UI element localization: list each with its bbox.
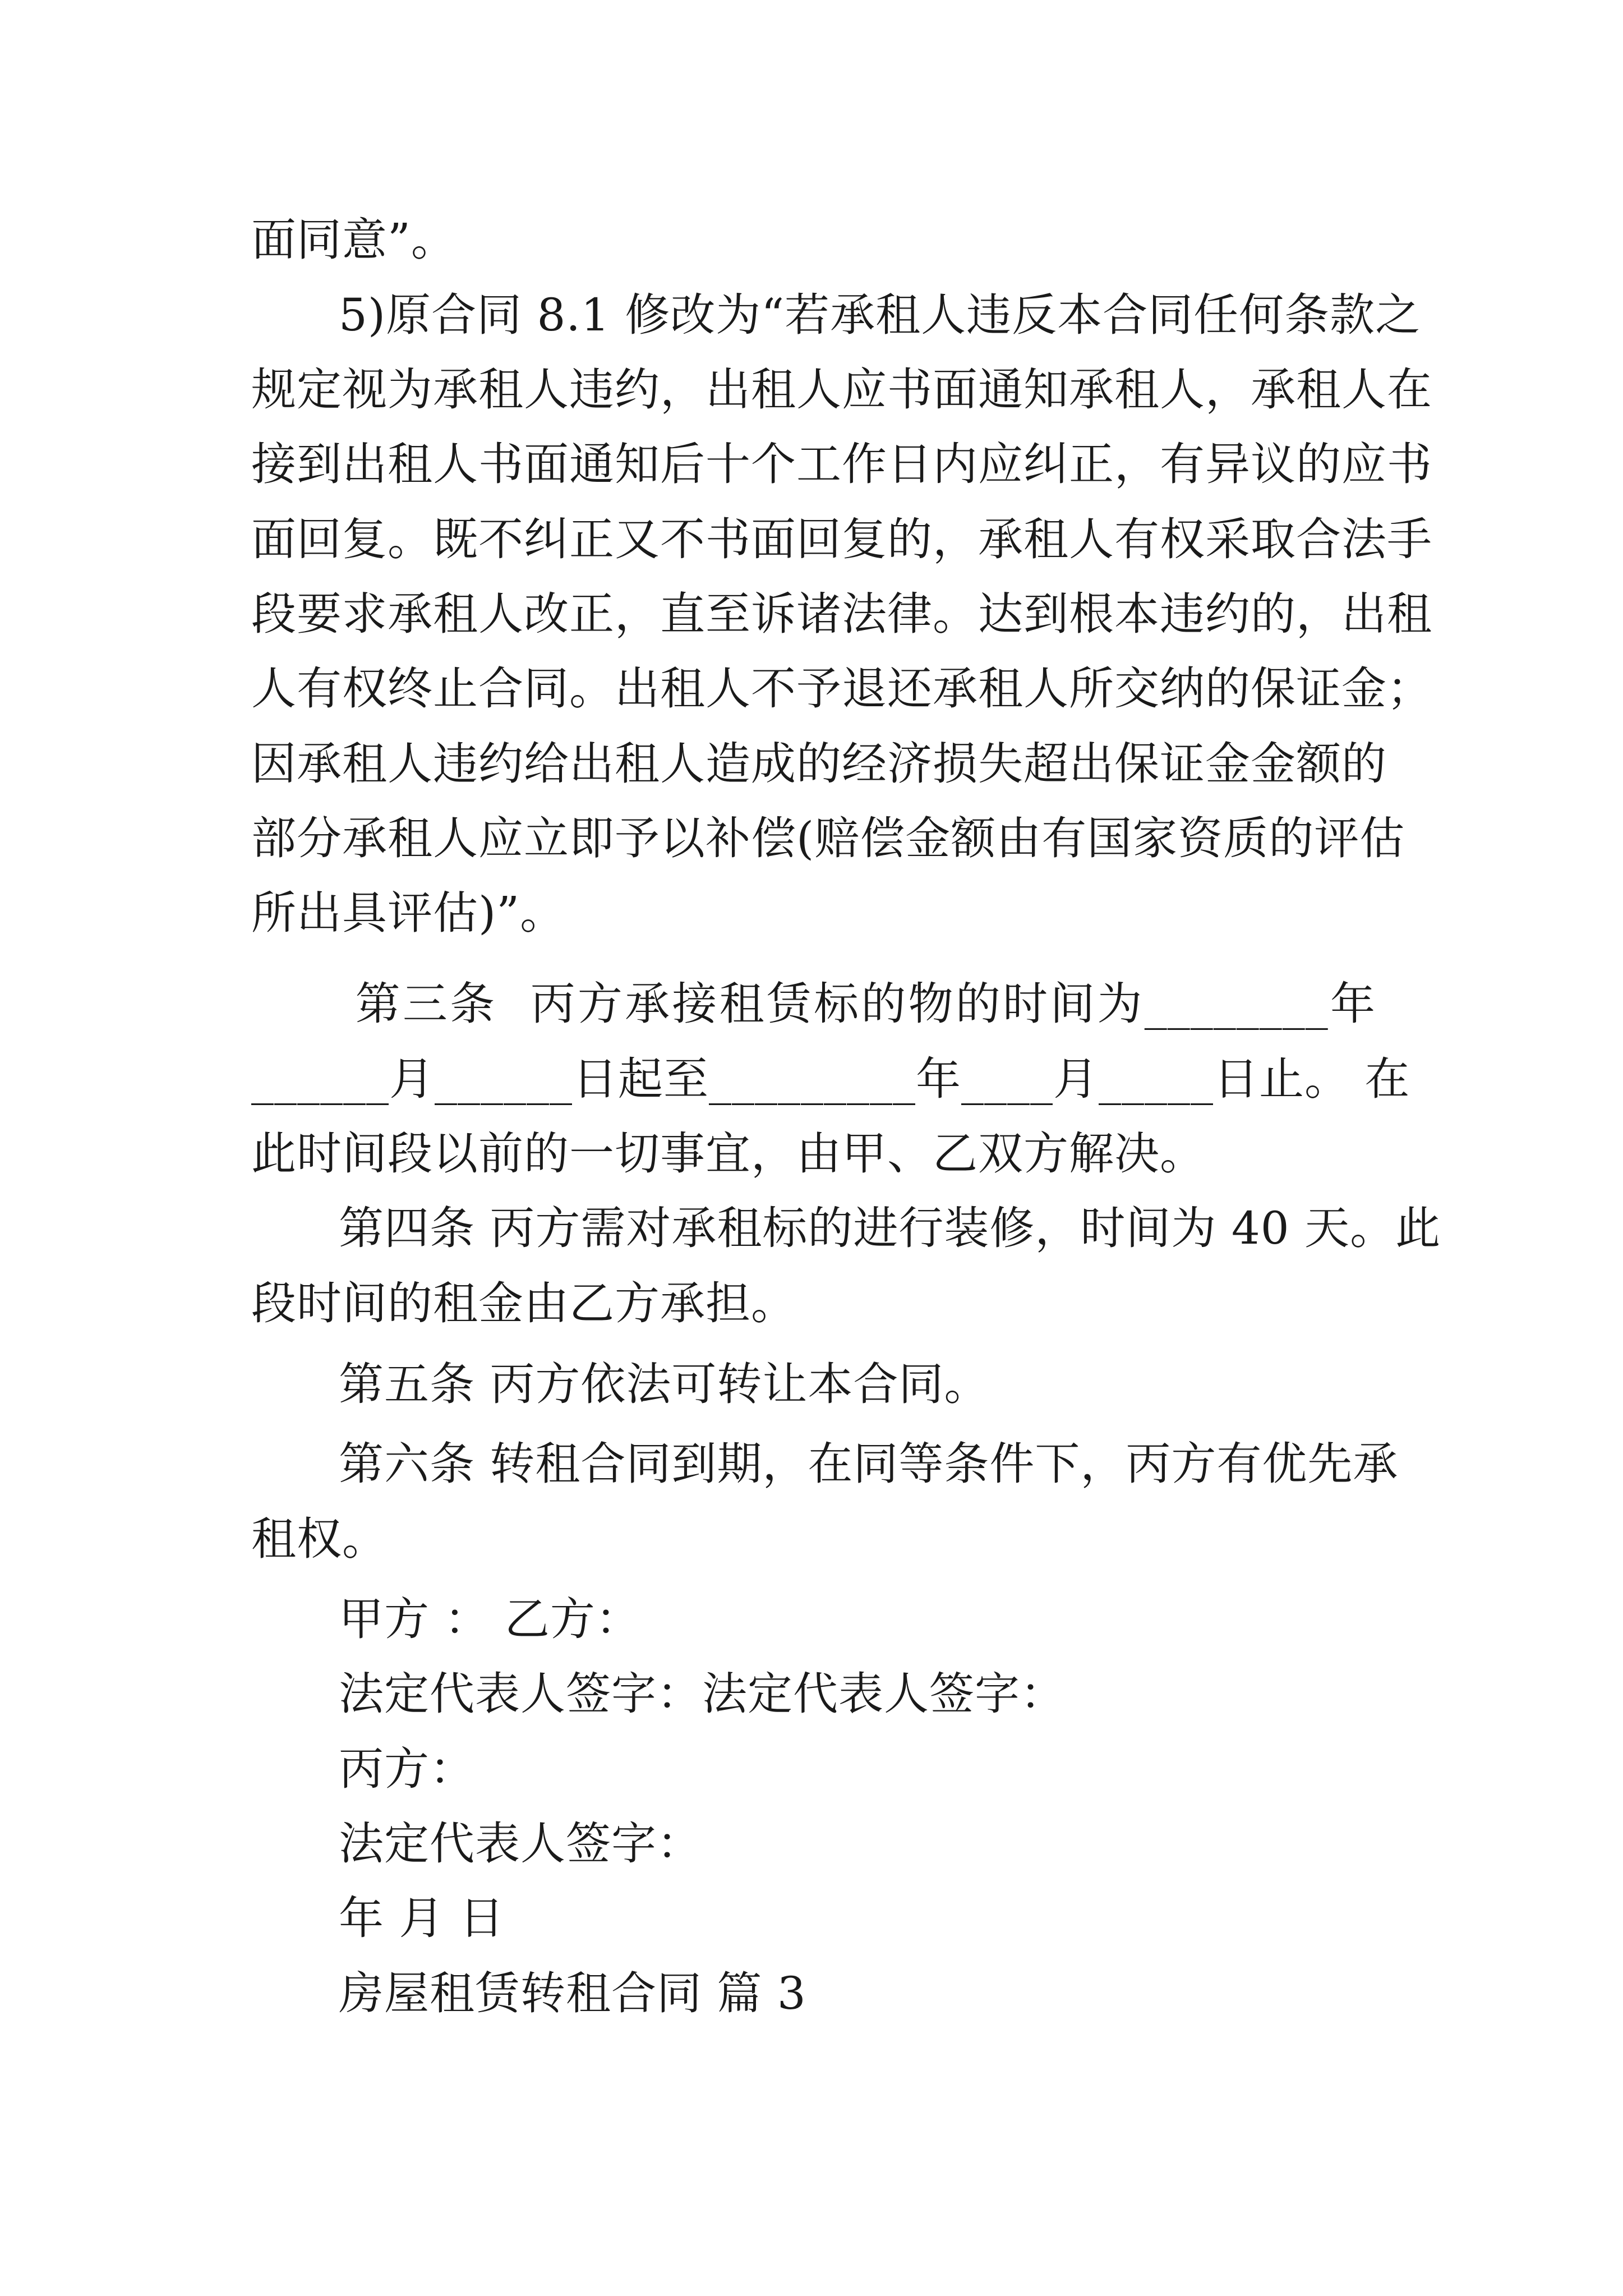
article-4-line: 第四条 丙方需对承租标的进行装修，时间为 40 天。此: [339, 1202, 1441, 1254]
paragraph-line: 段要求承租人改正，直至诉诸法律。达到根本违约的，出租: [251, 588, 1432, 640]
paragraph-line: 规定视为承租人违约，出租人应书面通知承租人，承租人在: [251, 364, 1432, 416]
article-3-line: 第三条 丙方承接租赁标的物的时间为________年: [339, 978, 1376, 1030]
signature-representative-c: 法定代表人签字：: [339, 1818, 702, 1870]
signature-date: 年 月 日: [339, 1892, 505, 1944]
paragraph-line: 人有权终止合同。出租人不予退还承租人所交纳的保证金；: [251, 662, 1432, 715]
article-6-line: 第六条 转租合同到期，在同等条件下，丙方有优先承: [339, 1438, 1399, 1490]
article-4-line: 段时间的租金由乙方承担。: [251, 1277, 796, 1329]
signature-representatives: 法定代表人签字：法定代表人签字：: [339, 1668, 1066, 1720]
article-6-line: 租权。: [251, 1513, 388, 1565]
paragraph-line: 面回复。既不纠正又不书面回复的，承租人有权采取合法手: [251, 513, 1432, 565]
paragraph-line: 5)原合同 8.1 修改为“若承租人违反本合同任何条款之: [339, 289, 1421, 341]
signature-parties: 甲方 ： 乙方：: [339, 1593, 641, 1645]
article-3-line: ______月______日起至_________年____月_____日止。 在: [251, 1053, 1410, 1105]
paragraph-line: 所出具评估)”。: [251, 887, 566, 939]
article-3-line: 此时间段以前的一切事宜，由甲、乙双方解决。: [251, 1128, 1205, 1180]
paragraph-line: 因承租人违约给出租人造成的经济损失超出保证金金额的: [251, 738, 1387, 790]
paragraph-line: 部分承租人应立即予以补偿(赔偿金额由有国家资质的评估: [251, 812, 1405, 864]
paragraph-line: 接到出租人书面通知后十个工作日内应纠正，有异议的应书: [251, 438, 1432, 490]
section-heading: 房屋租赁转租合同 篇 3: [339, 1967, 806, 2019]
paragraph-line: 面同意”。: [251, 214, 457, 266]
signature-party-c: 丙方：: [339, 1743, 475, 1795]
article-5-line: 第五条 丙方依法可转让本合同。: [339, 1358, 990, 1410]
